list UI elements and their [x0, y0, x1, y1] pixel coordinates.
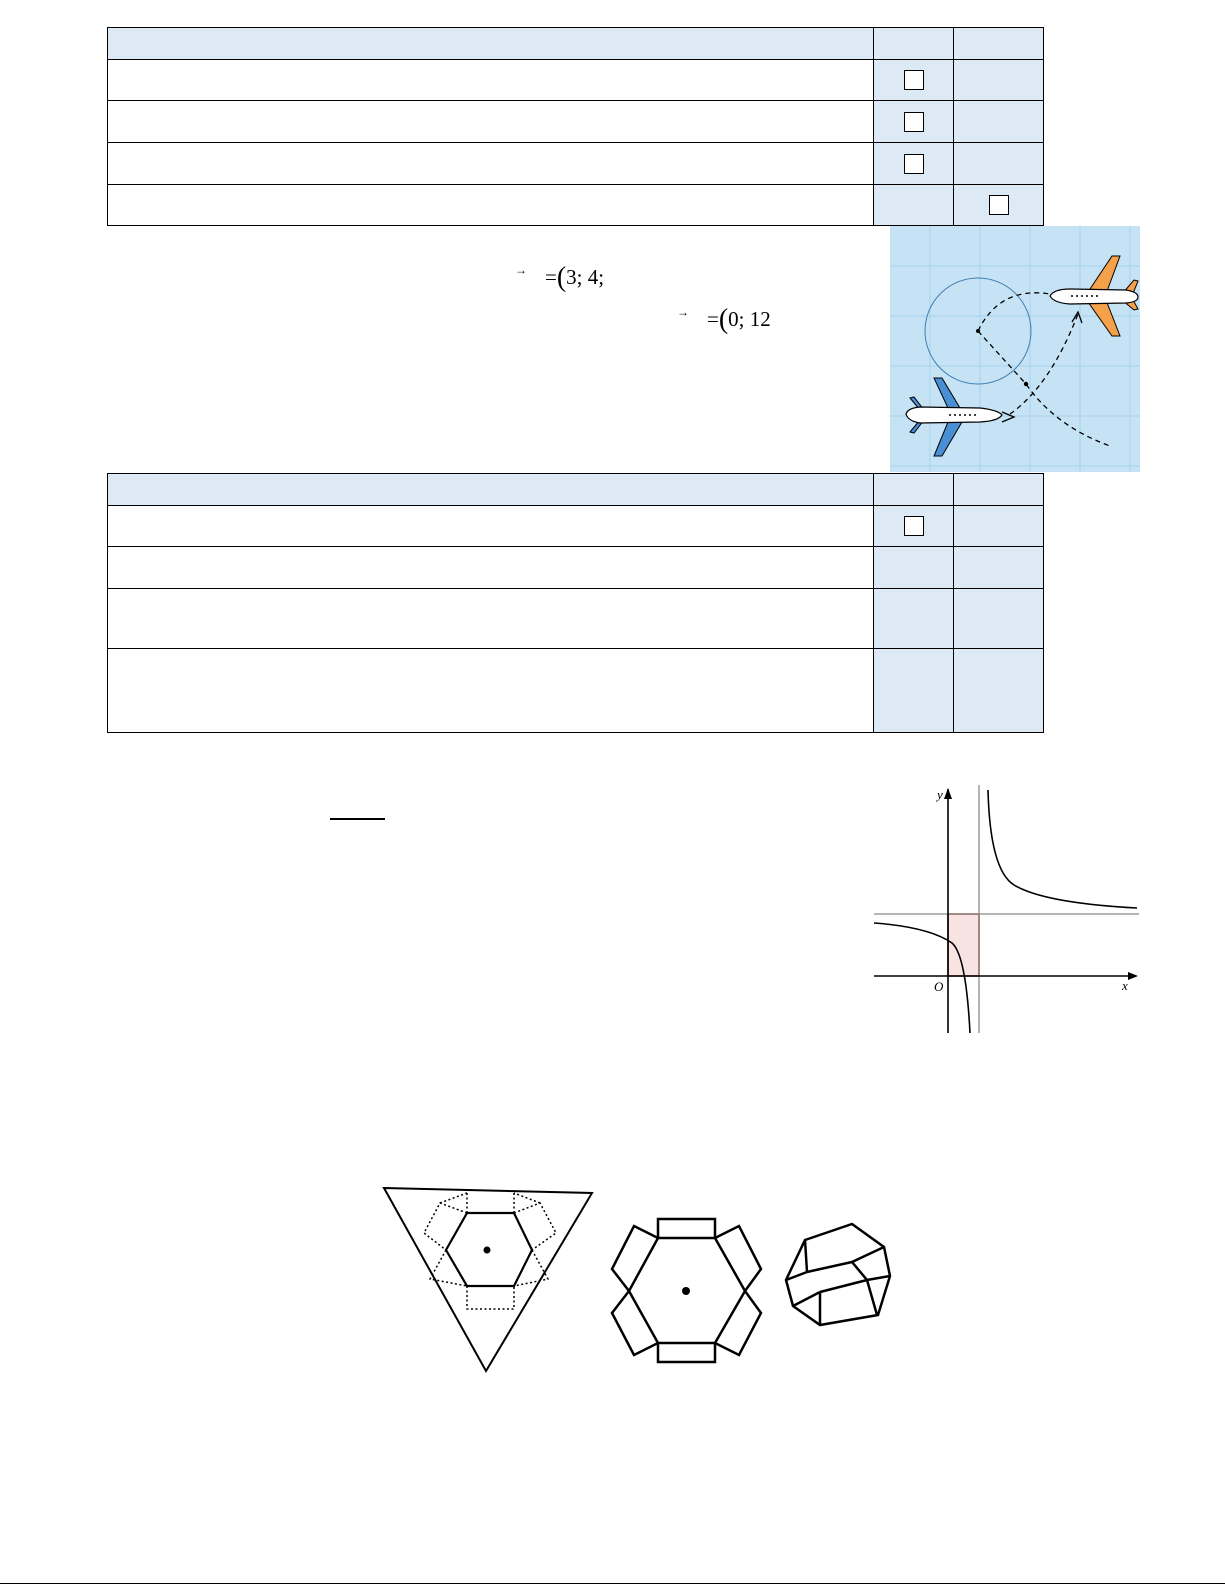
y-axis-label: y	[937, 787, 943, 802]
checkbox-icon[interactable]	[904, 516, 924, 536]
center-dot	[484, 1247, 491, 1254]
checkbox-icon[interactable]	[989, 195, 1009, 215]
true-false-table-2	[107, 473, 1044, 733]
false-cell	[954, 649, 1044, 733]
false-cell	[954, 589, 1044, 649]
map-background	[890, 226, 1140, 472]
vector-1-values: 3; 4;	[566, 265, 605, 289]
checkbox-icon[interactable]	[904, 112, 924, 132]
table-row	[108, 506, 1044, 547]
true-cell	[874, 649, 954, 733]
statement-cell	[108, 649, 874, 733]
false-cell	[954, 506, 1044, 547]
vector-expression-2: → =(0; 12	[677, 304, 771, 335]
table-header-row	[108, 28, 1044, 60]
statement-header-cell	[108, 474, 874, 506]
center-dot	[682, 1287, 690, 1295]
false-cell	[954, 60, 1044, 101]
table-row	[108, 143, 1044, 185]
false-cell	[954, 143, 1044, 185]
statement-cell	[108, 101, 874, 143]
airplane-map-illustration	[890, 226, 1140, 472]
triangle-hexagon-net-figure	[380, 1185, 600, 1375]
statement-cell	[108, 185, 874, 226]
fraction-bar	[330, 818, 385, 820]
true-cell	[874, 101, 954, 143]
equals-sign: =	[545, 265, 557, 289]
table-header-row	[108, 474, 1044, 506]
truncated-solid-figure	[780, 1220, 930, 1370]
x-axis-arrow-icon	[1128, 972, 1138, 980]
y-axis-arrow-icon	[944, 788, 952, 799]
solid-edges	[786, 1224, 890, 1325]
hexagonal-prism-net-figure	[605, 1215, 770, 1370]
true-header-cell	[874, 28, 954, 60]
hyperbola-upper-branch	[988, 790, 1137, 908]
vector-expression-1: → =(3; 4;	[515, 262, 605, 293]
statement-header-cell	[108, 28, 874, 60]
true-cell	[874, 506, 954, 547]
true-cell	[874, 143, 954, 185]
statement-cell	[108, 547, 874, 589]
outer-triangle	[384, 1188, 592, 1371]
true-header-cell	[874, 474, 954, 506]
checkbox-icon[interactable]	[904, 154, 924, 174]
statement-cell	[108, 143, 874, 185]
statement-cell	[108, 589, 874, 649]
page-bottom-rule	[0, 1583, 1225, 1584]
true-cell	[874, 60, 954, 101]
true-cell	[874, 589, 954, 649]
statement-cell	[108, 60, 874, 101]
true-false-table-1	[107, 27, 1044, 226]
table-row	[108, 589, 1044, 649]
table-row	[108, 649, 1044, 733]
hyperbola-graph	[874, 785, 1144, 1035]
true-cell	[874, 185, 954, 226]
false-header-cell	[954, 28, 1044, 60]
table-row	[108, 547, 1044, 589]
vector-arrow-icon: →	[515, 263, 527, 277]
equals-sign: =	[707, 307, 719, 331]
statement-cell	[108, 506, 874, 547]
origin-label: O	[934, 979, 944, 994]
x-axis-label: x	[1122, 978, 1128, 993]
false-header-cell	[954, 474, 1044, 506]
table-row	[108, 185, 1044, 226]
false-cell	[954, 101, 1044, 143]
checkbox-icon[interactable]	[904, 70, 924, 90]
false-cell	[954, 547, 1044, 589]
shaded-rectangle	[948, 914, 979, 976]
table-row	[108, 60, 1044, 101]
vector-2-values: 0; 12	[728, 307, 771, 331]
false-cell	[954, 185, 1044, 226]
table-row	[108, 101, 1044, 143]
vector-arrow-icon: →	[677, 305, 689, 319]
true-cell	[874, 547, 954, 589]
